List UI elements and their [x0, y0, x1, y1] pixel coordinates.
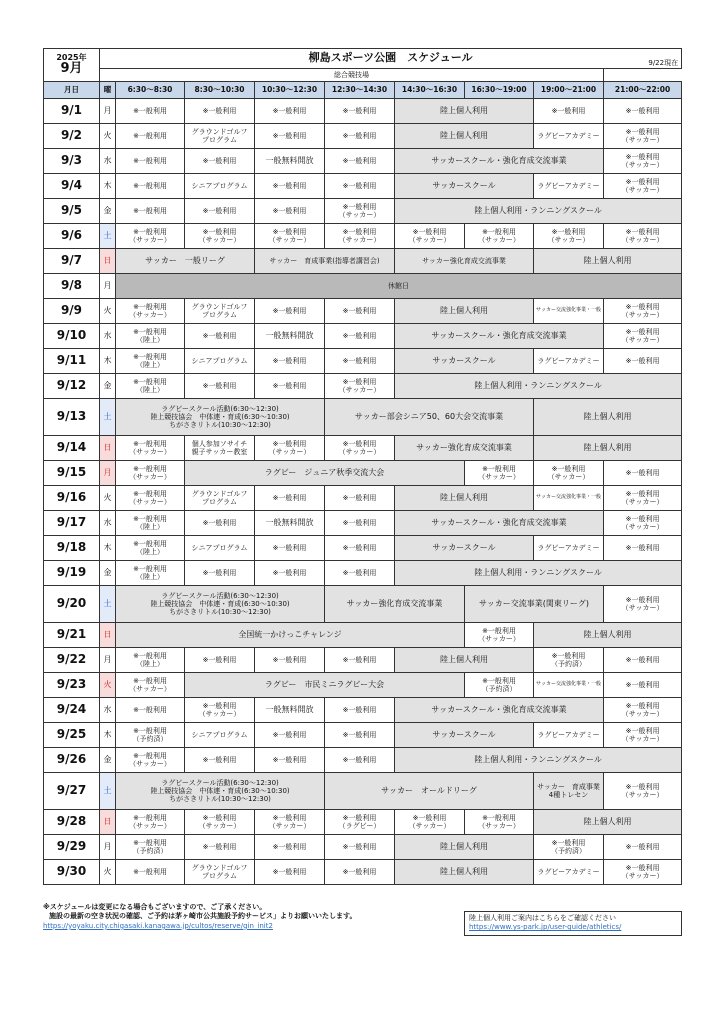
slot-cell: ※一般利用 [325, 486, 395, 511]
weekday-cell: 木 [100, 723, 116, 748]
title-cell [100, 49, 682, 69]
closed-day-cell: 休館日 [116, 274, 682, 299]
date-cell: 9/9 [44, 299, 100, 324]
slot-cell: グラウンドゴルフ プログラム [185, 860, 255, 885]
slot-cell: 陸上個人利用 [534, 623, 682, 648]
slot-cell: サッカー交流強化事業・一般 [534, 673, 604, 698]
slot-cell: サッカースクール [395, 349, 534, 374]
slot-cell: ※一般利用 （サッカー） [465, 461, 534, 486]
slot-cell: ※一般利用 [185, 374, 255, 399]
slot-cell: ※一般利用 [325, 124, 395, 149]
schedule-row [44, 748, 682, 773]
slot-cell: ※一般利用 [325, 561, 395, 586]
slot-cell: ※一般利用 [325, 349, 395, 374]
schedule-row [44, 810, 682, 835]
slot-cell: ラグビーアカデミー [534, 349, 604, 374]
date-cell: 9/16 [44, 486, 100, 511]
slot-cell: サッカー交流強化事業・一般 [534, 486, 604, 511]
weekday-cell: 月 [100, 461, 116, 486]
slot-cell: ※一般利用 （ラグビー） [325, 810, 395, 835]
date-cell: 9/23 [44, 673, 100, 698]
column-header: 14:30～16:30 [395, 82, 465, 99]
year-month-cell [44, 49, 100, 82]
date-cell: 9/20 [44, 586, 100, 623]
weekday-cell: 月 [100, 835, 116, 860]
slot-cell: ※一般利用 [185, 648, 255, 673]
year-label: 2025年 [56, 52, 87, 62]
slot-cell: ※一般利用 [185, 99, 255, 124]
slot-cell: ※一般利用 （サッカー） [604, 586, 682, 623]
date-cell: 9/18 [44, 536, 100, 561]
slot-cell: サッカー部会シニア50、60大会交流事業 [325, 399, 534, 436]
date-cell: 9/30 [44, 860, 100, 885]
slot-cell: サッカー強化育成交流事業 [395, 249, 534, 274]
slot-cell: ※一般利用 [534, 99, 604, 124]
schedule-row [44, 224, 682, 249]
date-cell: 9/13 [44, 399, 100, 436]
slot-cell: ※一般利用 [255, 748, 325, 773]
slot-cell: 陸上個人利用・ランニングスクール [395, 561, 682, 586]
slot-cell: ※一般利用 （サッカー） [604, 860, 682, 885]
slot-cell: ※一般利用 （サッカー） [185, 224, 255, 249]
slot-cell: ※一般利用 [325, 835, 395, 860]
slot-cell: ※一般利用 （予約済） [116, 835, 185, 860]
slot-cell: ※一般利用 [325, 174, 395, 199]
slot-cell: 陸上個人利用 [534, 249, 682, 274]
slot-cell: サッカー強化育成交流事業 [325, 586, 465, 623]
schedule-row [44, 324, 682, 349]
slot-cell: ※一般利用 [185, 149, 255, 174]
weekday-cell: 金 [100, 748, 116, 773]
slot-cell: ※一般利用 [255, 374, 325, 399]
schedule-row [44, 374, 682, 399]
weekday-cell: 金 [100, 561, 116, 586]
slot-cell: ※一般利用 （サッカー） [604, 698, 682, 723]
slot-cell: サッカー オールドリーグ [325, 773, 534, 810]
slot-cell: ※一般利用 （サッカー） [604, 511, 682, 536]
slot-cell: ラグビーアカデミー [534, 174, 604, 199]
slot-cell: ※一般利用 （サッカー） [116, 673, 185, 698]
slot-cell: ※一般利用 [325, 299, 395, 324]
date-cell: 9/8 [44, 274, 100, 299]
slot-cell: サッカースクール [395, 723, 534, 748]
weekday-cell: 水 [100, 511, 116, 536]
slot-cell: 陸上個人利用 [534, 436, 682, 461]
slot-cell: ※一般利用 （サッカー） [255, 810, 325, 835]
schedule-row [44, 299, 682, 324]
athletics-info-link[interactable]: https://www.ys-park.jp/user-guide/athletics/ [469, 923, 622, 932]
slot-cell: グラウンドゴルフ プログラム [185, 124, 255, 149]
slot-cell: ※一般利用 （サッカー） [395, 224, 465, 249]
slot-cell: ※一般利用 [325, 698, 395, 723]
slot-cell: ※一般利用 （サッカー） [465, 224, 534, 249]
schedule-row [44, 486, 682, 511]
slot-cell: ※一般利用 （サッカー） [604, 723, 682, 748]
slot-cell: ※一般利用 [116, 124, 185, 149]
slot-cell: ラグビーアカデミー [534, 860, 604, 885]
slot-cell: ※一般利用 [116, 698, 185, 723]
slot-cell: ※一般利用 [116, 149, 185, 174]
slot-cell: 陸上個人利用 [395, 99, 534, 124]
schedule-row [44, 149, 682, 174]
slot-cell: 一般無料開放 [255, 324, 325, 349]
slot-cell: 陸上個人利用 [395, 835, 534, 860]
slot-cell: 陸上個人利用・ランニングスクール [395, 199, 682, 224]
athletics-info-text: 陸上個人利用ご案内はこちらをご確認ください [469, 914, 616, 922]
slot-cell: ※一般利用 [604, 648, 682, 673]
slot-cell: ※一般利用 [604, 673, 682, 698]
weekday-cell: 日 [100, 810, 116, 835]
schedule-row [44, 536, 682, 561]
slot-cell: サッカー 育成事業 4種トレセン [534, 773, 604, 810]
weekday-cell: 月 [100, 648, 116, 673]
slot-cell: 陸上個人利用 [534, 399, 682, 436]
slot-cell: ※一般利用 [325, 536, 395, 561]
slot-cell: ※一般利用 （サッカー） [116, 748, 185, 773]
schedule-row [44, 461, 682, 486]
slot-cell: ※一般利用 [325, 149, 395, 174]
weekday-cell: 金 [100, 374, 116, 399]
slot-cell: ※一般利用 [325, 324, 395, 349]
column-header: 16:30～19:00 [465, 82, 534, 99]
schedule-row [44, 511, 682, 536]
slot-cell: ※一般利用 （サッカー） [325, 374, 395, 399]
slot-cell: サッカースクール・強化育成交流事業 [395, 698, 604, 723]
slot-cell: ラグビー ジュニア秋季交流大会 [185, 461, 465, 486]
slot-cell: ※一般利用 [325, 648, 395, 673]
schedule-row [44, 773, 682, 810]
slot-cell: ※一般利用 [185, 561, 255, 586]
weekday-cell: 日 [100, 249, 116, 274]
footer-note-2: 施設の最新の空き状況の確認、ご予約は茅ヶ崎市公共施設予約サービス」よりお願いいたします。 [49, 912, 357, 921]
slot-cell: ※一般利用 （サッカー） [604, 324, 682, 349]
slot-cell: ※一般利用 [255, 99, 325, 124]
slot-cell: ※一般利用 （サッカー） [116, 810, 185, 835]
date-cell: 9/14 [44, 436, 100, 461]
weekday-cell: 土 [100, 399, 116, 436]
schedule-row [44, 835, 682, 860]
slot-cell: 陸上個人利用 [534, 810, 682, 835]
slot-cell: ※一般利用 [255, 723, 325, 748]
weekday-cell: 月 [100, 274, 116, 299]
date-cell: 9/21 [44, 623, 100, 648]
slot-cell: ラグビースクール活動(6:30～12:30) 陸上競技協会 中体連・育成(6:30～10:30) ちがさきリトル(10:30～12:30) [116, 586, 325, 623]
weekday-cell: 火 [100, 124, 116, 149]
slot-cell: 一般無料開放 [255, 511, 325, 536]
slot-cell: ※一般利用 [604, 835, 682, 860]
date-cell: 9/27 [44, 773, 100, 810]
schedule-row [44, 648, 682, 673]
slot-cell: ※一般利用 [116, 174, 185, 199]
slot-cell: ※一般利用 [255, 486, 325, 511]
schedule-row [44, 723, 682, 748]
slot-cell: ※一般利用 （サッカー） [604, 773, 682, 810]
slot-cell: サッカー交流強化事業・一般 [534, 299, 604, 324]
weekday-cell: 日 [100, 623, 116, 648]
slot-cell: ※一般利用 [116, 199, 185, 224]
slot-cell: ※一般利用 [255, 124, 325, 149]
schedule-row [44, 199, 682, 224]
slot-cell: ※一般利用 （サッカー） [325, 436, 395, 461]
slot-cell: ※一般利用 （サッカー） [185, 810, 255, 835]
slot-cell: ※一般利用 [255, 174, 325, 199]
date-cell: 9/6 [44, 224, 100, 249]
date-cell: 9/25 [44, 723, 100, 748]
weekday-cell: 土 [100, 586, 116, 623]
slot-cell: ※一般利用 （陸上） [116, 648, 185, 673]
slot-cell: サッカースクール・強化育成交流事業 [395, 324, 604, 349]
slot-cell: ※一般利用 （サッカー） [116, 486, 185, 511]
schedule-row [44, 673, 682, 698]
slot-cell: ※一般利用 [604, 536, 682, 561]
slot-cell: ※一般利用 （予約済） [534, 648, 604, 673]
weekday-cell: 土 [100, 773, 116, 810]
date-cell: 9/4 [44, 174, 100, 199]
slot-cell: ※一般利用 [255, 648, 325, 673]
slot-cell: シニアプログラム [185, 349, 255, 374]
slot-cell: ※一般利用 （サッカー） [116, 224, 185, 249]
schedule-row [44, 623, 682, 648]
date-cell: 9/19 [44, 561, 100, 586]
date-cell: 9/28 [44, 810, 100, 835]
slot-cell: 個人参加ソサイチ 親子サッカー教室 [185, 436, 255, 461]
slot-cell: ※一般利用 [255, 349, 325, 374]
slot-cell: ※一般利用 [325, 99, 395, 124]
slot-cell: 陸上個人利用 [395, 124, 534, 149]
slot-cell: サッカースクール・強化育成交流事業 [395, 511, 604, 536]
slot-cell: ※一般利用 （サッカー） [604, 224, 682, 249]
slot-cell: ※一般利用 [325, 723, 395, 748]
slot-cell: ※一般利用 （陸上） [116, 511, 185, 536]
slot-cell: ※一般利用 （サッカー） [255, 224, 325, 249]
slot-cell: ※一般利用 [185, 835, 255, 860]
date-cell: 9/29 [44, 835, 100, 860]
slot-cell: グラウンドゴルフ プログラム [185, 486, 255, 511]
slot-cell: ※一般利用 [255, 835, 325, 860]
slot-cell: サッカー強化育成交流事業 [395, 436, 534, 461]
column-header: 8:30～10:30 [185, 82, 255, 99]
page-title: 柳島スポーツ公園 スケジュール [308, 51, 473, 65]
date-cell: 9/17 [44, 511, 100, 536]
slot-cell: ※一般利用 （予約済） [465, 673, 534, 698]
weekday-cell: 木 [100, 349, 116, 374]
schedule-row [44, 249, 682, 274]
weekday-cell: 木 [100, 174, 116, 199]
slot-cell: ※一般利用 （サッカー） [116, 461, 185, 486]
weekday-cell: 日 [100, 436, 116, 461]
slot-cell: ※一般利用 [185, 199, 255, 224]
schedule-row [44, 274, 682, 299]
slot-cell: ※一般利用 [255, 299, 325, 324]
date-cell: 9/3 [44, 149, 100, 174]
schedule-row [44, 561, 682, 586]
slot-cell: ※一般利用 [325, 860, 395, 885]
slot-cell: 一般無料開放 [255, 149, 325, 174]
slot-cell: サッカースクール・強化育成交流事業 [395, 149, 604, 174]
column-header: 曜 [100, 82, 116, 99]
slot-cell: ラグビーアカデミー [534, 723, 604, 748]
column-header: 21:00～22:00 [604, 82, 682, 99]
slot-cell: 全国統一かけっこチャレンジ [116, 623, 465, 648]
slot-cell: ※一般利用 （サッカー） [395, 810, 465, 835]
slot-cell: ※一般利用 （サッカー） [534, 461, 604, 486]
date-cell: 9/24 [44, 698, 100, 723]
footer-note-1: ※スケジュールは変更になる場合もございますので、ご了承ください。 [43, 903, 267, 911]
slot-cell: 陸上個人利用・ランニングスクール [395, 374, 682, 399]
reservation-link[interactable]: https://yoyaku.city.chigasaki.kanagawa.jp/cultos/reserve/gin_init2 [43, 921, 273, 930]
column-header: 6:30～8:30 [116, 82, 185, 99]
footer-notes [43, 903, 463, 931]
weekday-cell: 水 [100, 698, 116, 723]
slot-cell: ※一般利用 （サッカー） [116, 299, 185, 324]
slot-cell: ※一般利用 （サッカー） [325, 199, 395, 224]
slot-cell: ※一般利用 [604, 461, 682, 486]
slot-cell: ※一般利用 （予約済） [534, 835, 604, 860]
date-cell: 9/5 [44, 199, 100, 224]
slot-cell: ※一般利用 [185, 511, 255, 536]
slot-cell: 陸上個人利用 [395, 860, 534, 885]
date-cell: 9/2 [44, 124, 100, 149]
slot-cell: ※一般利用 （サッカー） [604, 174, 682, 199]
date-cell: 9/26 [44, 748, 100, 773]
date-cell: 9/1 [44, 99, 100, 124]
month-label: 9月 [60, 61, 83, 77]
schedule-row [44, 399, 682, 436]
slot-cell: ※一般利用 （サッカー） [604, 124, 682, 149]
slot-cell: ※一般利用 [325, 511, 395, 536]
slot-cell: ※一般利用 [116, 860, 185, 885]
schedule-row [44, 99, 682, 124]
schedule-row [44, 174, 682, 199]
weekday-cell: 水 [100, 149, 116, 174]
slot-cell: サッカースクール [395, 174, 534, 199]
slot-cell: ※一般利用 [185, 324, 255, 349]
weekday-cell: 火 [100, 673, 116, 698]
schedule-row [44, 860, 682, 885]
date-cell: 9/7 [44, 249, 100, 274]
slot-cell: ※一般利用 [255, 199, 325, 224]
slot-cell: ※一般利用 （サッカー） [604, 149, 682, 174]
slot-cell: ※一般利用 （陸上） [116, 349, 185, 374]
slot-cell: ※一般利用 （陸上） [116, 561, 185, 586]
slot-cell: ※一般利用 （サッカー） [465, 810, 534, 835]
schedule-row [44, 698, 682, 723]
date-cell: 9/11 [44, 349, 100, 374]
column-header: 12:30～14:30 [325, 82, 395, 99]
slot-cell: ※一般利用 （サッカー） [185, 698, 255, 723]
slot-cell: ※一般利用 [255, 536, 325, 561]
as-of-date: 9/22現在 [648, 58, 679, 67]
slot-cell: グラウンドゴルフ プログラム [185, 299, 255, 324]
slot-cell: ※一般利用 （予約済） [116, 723, 185, 748]
weekday-cell: 火 [100, 299, 116, 324]
slot-cell: サッカースクール [395, 536, 534, 561]
slot-cell: ラグビースクール活動(6:30～12:30) 陸上競技協会 中体連・育成(6:30～10:30) ちがさきリトル(10:30～12:30) [116, 399, 325, 436]
slot-cell: ラグビースクール活動(6:30～12:30) 陸上競技協会 中体連・育成(6:30～10:30) ちがさきリトル(10:30～12:30) [116, 773, 325, 810]
slot-cell: ※一般利用 （サッカー） [465, 623, 534, 648]
slot-cell: シニアプログラム [185, 723, 255, 748]
slot-cell: サッカー交流事業(関東リーグ) [465, 586, 604, 623]
slot-cell: ※一般利用 [604, 99, 682, 124]
venue-label: 総合競技場 [100, 69, 604, 82]
slot-cell: サッカー 育成事業(指導者講習会) [255, 249, 395, 274]
slot-cell: ※一般利用 （陸上） [116, 324, 185, 349]
slot-cell: 陸上個人利用 [395, 648, 534, 673]
slot-cell: ※一般利用 （サッカー） [604, 299, 682, 324]
slot-cell: ラグビーアカデミー [534, 536, 604, 561]
slot-cell: ※一般利用 （陸上） [116, 374, 185, 399]
slot-cell: ※一般利用 [185, 748, 255, 773]
weekday-cell: 火 [100, 486, 116, 511]
slot-cell: ※一般利用 [604, 349, 682, 374]
slot-cell: ※一般利用 （サッカー） [534, 224, 604, 249]
slot-cell: 陸上個人利用 [395, 299, 534, 324]
weekday-cell: 月 [100, 99, 116, 124]
slot-cell: ※一般利用 （サッカー） [604, 486, 682, 511]
weekday-cell: 金 [100, 199, 116, 224]
slot-cell: ※一般利用 （サッカー） [325, 224, 395, 249]
weekday-cell: 木 [100, 536, 116, 561]
slot-cell: ※一般利用 [255, 561, 325, 586]
schedule-row [44, 586, 682, 623]
slot-cell: ※一般利用 [116, 99, 185, 124]
slot-cell: サッカー 一般リーグ [116, 249, 255, 274]
column-header: 月日 [44, 82, 100, 99]
date-cell: 9/10 [44, 324, 100, 349]
slot-cell: ※一般利用 [255, 860, 325, 885]
slot-cell: シニアプログラム [185, 536, 255, 561]
schedule-row [44, 124, 682, 149]
slot-cell: シニアプログラム [185, 174, 255, 199]
column-header-row [44, 82, 682, 99]
slot-cell: ラグビーアカデミー [534, 124, 604, 149]
slot-cell: ※一般利用 （サッカー） [116, 436, 185, 461]
column-header: 19:00～21:00 [534, 82, 604, 99]
schedule-row [44, 349, 682, 374]
slot-cell: ※一般利用 （陸上） [116, 536, 185, 561]
slot-cell: ラグビー 市民ミニラグビー大会 [185, 673, 465, 698]
date-cell: 9/15 [44, 461, 100, 486]
athletics-info-box [464, 911, 682, 936]
schedule-row [44, 436, 682, 461]
schedule-table [43, 48, 682, 885]
slot-cell: ※一般利用 [325, 748, 395, 773]
weekday-cell: 火 [100, 860, 116, 885]
date-cell: 9/12 [44, 374, 100, 399]
weekday-cell: 水 [100, 324, 116, 349]
date-cell: 9/22 [44, 648, 100, 673]
slot-cell: 陸上個人利用・ランニングスクール [395, 748, 682, 773]
slot-cell: 陸上個人利用 [395, 486, 534, 511]
slot-cell: 一般無料開放 [255, 698, 325, 723]
column-header: 10:30～12:30 [255, 82, 325, 99]
slot-cell: ※一般利用 （サッカー） [255, 436, 325, 461]
weekday-cell: 土 [100, 224, 116, 249]
